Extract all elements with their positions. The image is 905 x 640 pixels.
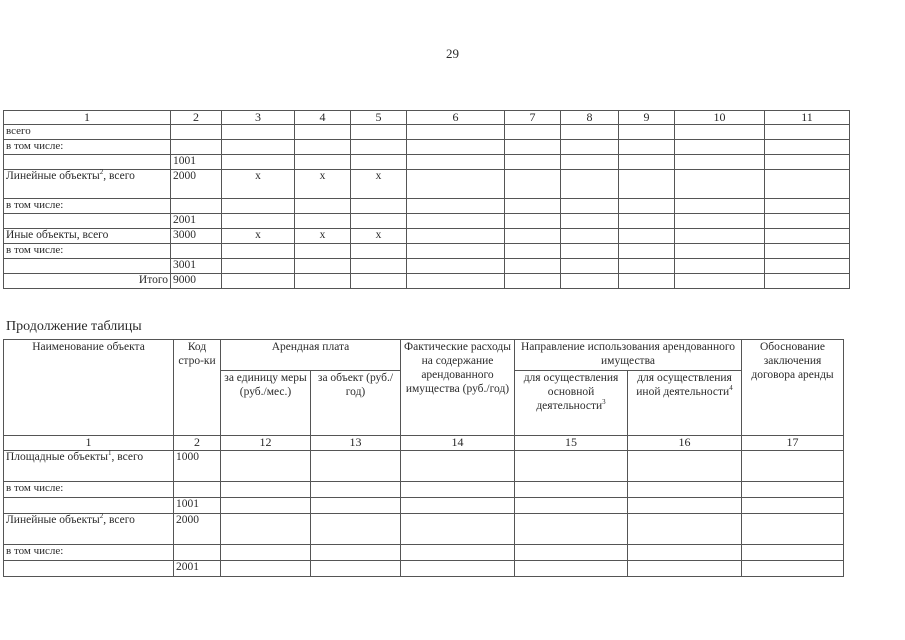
table-row xyxy=(4,155,850,170)
table-row xyxy=(4,514,844,545)
table-row xyxy=(4,214,850,229)
col-header: 8 xyxy=(561,111,619,125)
row-name: Итого xyxy=(4,274,171,289)
header-dir-main xyxy=(515,371,628,436)
col-header: 1 xyxy=(4,111,171,125)
row-code: 1001 xyxy=(174,498,221,514)
cell-x: x xyxy=(351,229,407,244)
table-row xyxy=(4,498,844,514)
col-number: 17 xyxy=(742,436,844,451)
header-direction: Направление использования арендованного имущества xyxy=(515,340,742,371)
row-name: в том числе: xyxy=(4,199,171,214)
row-code: 2000 xyxy=(171,170,222,199)
cell-x: x xyxy=(222,170,295,199)
row-name xyxy=(4,155,171,170)
row-code: 2001 xyxy=(171,214,222,229)
row-name xyxy=(4,498,174,514)
row-name-text: Линейные объекты xyxy=(6,170,100,182)
header-expenses: Фактические расходы на содержание арендованного имущества (руб./год) xyxy=(401,340,515,436)
row-name xyxy=(4,451,174,482)
table-header-row xyxy=(4,111,850,125)
table-row-total xyxy=(4,274,850,289)
row-code: 3001 xyxy=(171,259,222,274)
table-row xyxy=(4,561,844,577)
header-name: Наименование объекта xyxy=(4,340,174,436)
row-name: Иные объекты, всего xyxy=(4,229,171,244)
row-code xyxy=(171,125,222,140)
col-header: 5 xyxy=(351,111,407,125)
row-name-suffix: , всего xyxy=(111,451,144,463)
row-name-text: Площадные объекты xyxy=(6,451,109,463)
footnote-mark: 1 xyxy=(108,449,112,458)
header-dir-main-text: для осуществления основной деятельности xyxy=(523,372,619,412)
row-name: в том числе: xyxy=(4,545,174,561)
footnote-mark: 3 xyxy=(602,398,606,407)
row-name: в том числе: xyxy=(4,140,171,155)
row-name-suffix: , всего xyxy=(103,514,135,526)
column-number-row xyxy=(4,436,844,451)
col-header: 10 xyxy=(675,111,765,125)
cell-x: x xyxy=(295,229,351,244)
header-code: Код стро-ки xyxy=(174,340,221,436)
col-number: 13 xyxy=(311,436,401,451)
col-number: 2 xyxy=(174,436,221,451)
col-header: 9 xyxy=(619,111,675,125)
row-code: 2000 xyxy=(174,514,221,545)
col-header: 4 xyxy=(295,111,351,125)
col-header: 6 xyxy=(407,111,505,125)
row-name xyxy=(4,170,171,199)
table-row xyxy=(4,125,850,140)
table-row xyxy=(4,482,844,498)
header-rent: Арендная плата xyxy=(221,340,401,371)
footnote-mark: 2 xyxy=(99,512,104,521)
col-number: 14 xyxy=(401,436,515,451)
row-code xyxy=(171,199,222,214)
row-code xyxy=(171,140,222,155)
row-name xyxy=(4,259,171,274)
table-part-2 xyxy=(3,339,844,577)
table-row xyxy=(4,545,844,561)
continuation-label: Продолжение таблицы xyxy=(6,319,142,334)
header-dir-other xyxy=(628,371,742,436)
footnote-mark: 4 xyxy=(729,384,733,393)
col-number: 1 xyxy=(4,436,174,451)
row-code: 1001 xyxy=(171,155,222,170)
row-name xyxy=(4,214,171,229)
row-name: в том числе: xyxy=(4,244,171,259)
table-row xyxy=(4,140,850,155)
row-name: всего xyxy=(4,125,171,140)
row-name xyxy=(4,514,174,545)
col-header: 2 xyxy=(171,111,222,125)
header-basis: Обоснование заключения договора аренды xyxy=(742,340,844,436)
table-row xyxy=(4,244,850,259)
cell-x: x xyxy=(222,229,295,244)
row-code xyxy=(174,545,221,561)
row-code: 1000 xyxy=(174,451,221,482)
header-rent-object: за объект (руб./год) xyxy=(311,371,401,436)
row-code: 3000 xyxy=(171,229,222,244)
table-header-row xyxy=(4,340,844,371)
table-part-1 xyxy=(3,110,850,289)
header-rent-unit: за единицу меры (руб./мес.) xyxy=(221,371,311,436)
table-row xyxy=(4,199,850,214)
col-header: 3 xyxy=(222,111,295,125)
footnote-mark: 2 xyxy=(99,168,104,177)
col-header: 7 xyxy=(505,111,561,125)
cell-x: x xyxy=(351,170,407,199)
col-number: 16 xyxy=(628,436,742,451)
row-name: в том числе: xyxy=(4,482,174,498)
row-code xyxy=(174,482,221,498)
row-name-suffix: , всего xyxy=(103,170,135,182)
table-row xyxy=(4,229,850,244)
header-dir-other-text: для осуществления иной деятельности xyxy=(636,372,732,398)
table-row xyxy=(4,259,850,274)
row-code xyxy=(171,244,222,259)
table-row xyxy=(4,170,850,199)
row-code: 9000 xyxy=(171,274,222,289)
row-name xyxy=(4,561,174,577)
cell-x: x xyxy=(295,170,351,199)
col-header: 11 xyxy=(765,111,850,125)
row-code: 2001 xyxy=(174,561,221,577)
col-number: 12 xyxy=(221,436,311,451)
row-name-text: Линейные объекты xyxy=(6,514,100,526)
col-number: 15 xyxy=(515,436,628,451)
table-row xyxy=(4,451,844,482)
page-number: 29 xyxy=(446,46,459,61)
